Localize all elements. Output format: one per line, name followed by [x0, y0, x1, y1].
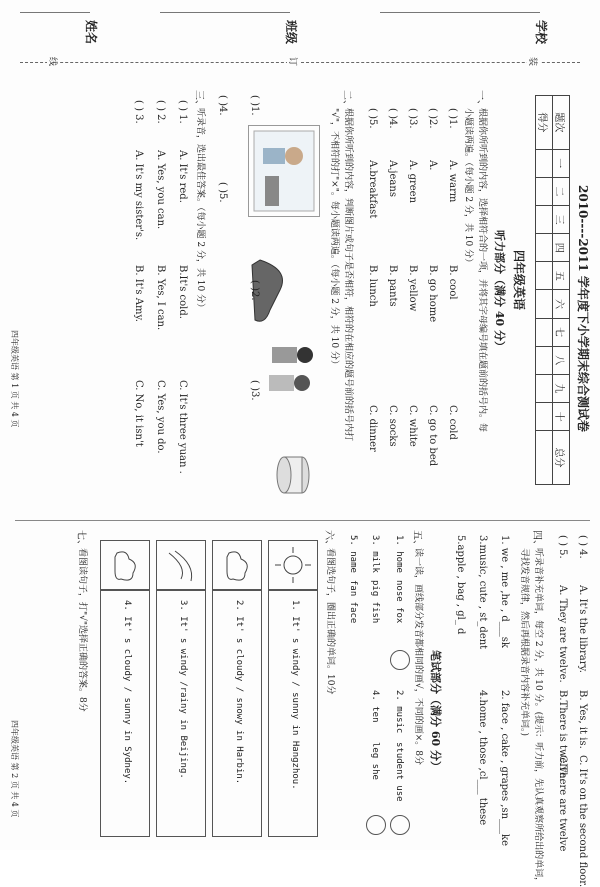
q5-item-words: pig fish	[370, 580, 380, 624]
q3-item-label[interactable]: ( ) 1.	[177, 100, 188, 124]
cloud-icon	[213, 541, 261, 589]
q3-option-b: B. It's Amy.	[133, 265, 144, 322]
q1-number: 一、	[475, 90, 486, 110]
seal-mid: 订	[287, 57, 300, 66]
score-cell: 九	[553, 374, 570, 402]
cooking-picture-icon	[249, 126, 319, 216]
score-cell: 五	[553, 262, 570, 290]
q2-label[interactable]: ( )2.	[249, 280, 260, 301]
q5-item-label: 4. ten	[370, 690, 380, 723]
q5-item-words: leg she	[370, 742, 380, 780]
page-title: 2010----2011 学年度下小学期末综合测试卷	[576, 185, 590, 432]
q1-option-c: C. cold	[447, 405, 458, 440]
q3-option-a: A. It's my sister's.	[133, 150, 144, 241]
q4-number: 四、	[531, 530, 542, 550]
q3-item-label[interactable]: ( ) 2.	[155, 100, 166, 124]
q1-option-b: B. lunch	[367, 265, 378, 307]
q1-item-label[interactable]: ( )5.	[367, 108, 378, 129]
q3-option-a: A. Yes, you can.	[155, 150, 166, 230]
score-cell: 六	[553, 290, 570, 318]
wind-icon	[157, 541, 205, 589]
q2-label[interactable]: ( )4.	[217, 95, 228, 116]
q1-instruction: 根据你所听到的内容，选择相符合的一项，并将其字母编号填在题前的括号内。每	[477, 108, 487, 433]
score-cell: 十	[553, 403, 570, 431]
footer-left: 四年级英语 第 1 页 共 4 页	[10, 330, 19, 428]
weather-picture	[268, 540, 318, 590]
q3-option-c: C. It's three yuan .	[177, 380, 188, 474]
listening-heading: 听力部分（满分 40 分）	[493, 230, 506, 352]
q1-option-c: C. go to bed	[427, 405, 438, 467]
q5-number: 五、	[411, 530, 422, 550]
school-label: 学校	[534, 20, 548, 45]
score-cell: 一	[553, 149, 570, 177]
q5-answer-circle[interactable]	[366, 815, 386, 835]
sun-icon	[269, 541, 317, 589]
name-blank-line	[20, 12, 90, 13]
score-cell: 四	[553, 234, 570, 262]
q2-label[interactable]: ( )1.	[249, 95, 260, 116]
score-blank[interactable]	[536, 346, 553, 374]
q2-label[interactable]: ( )3.	[249, 380, 260, 401]
q3-option-b: B.There is twelve.	[557, 690, 568, 782]
cake-icon	[270, 450, 320, 500]
q6-sentence[interactable]: 2. It' s cloudy / snowy in Harbin.	[234, 600, 244, 785]
seal-left: 装	[527, 57, 540, 66]
score-cell: 题次	[553, 96, 570, 150]
q4-item[interactable]: 3.music, cute , st_dent	[477, 535, 488, 650]
q5-item-words: fan face	[348, 580, 358, 624]
footer-right: 四年级英语 第 2 页 共 4 页	[10, 720, 19, 818]
children-picture-icon	[260, 335, 320, 410]
q5-instruction: 读一读，画线部分发音都相同的画√，不同的画×。8分	[413, 548, 423, 766]
q6-instruction: 看图选句子，圈出正确的单词。10分	[325, 548, 335, 695]
class-blank-line	[160, 12, 290, 13]
cloud-icon	[101, 541, 149, 589]
q1-option-c: C. dinner	[367, 405, 378, 452]
score-cell: 八	[553, 346, 570, 374]
q1-item-label[interactable]: ( )4.	[387, 108, 398, 129]
q3-instruction: 听录音，选出最佳答案。（每小题 2 分，共 10 分）	[195, 108, 205, 313]
q1-option-c: C. white	[407, 405, 418, 447]
q1-option-a: A.jeans	[387, 160, 398, 197]
weather-picture	[212, 540, 262, 590]
q2-picture-3	[260, 335, 320, 410]
score-cell: 三	[553, 206, 570, 234]
name-label: 姓名	[84, 20, 98, 45]
score-blank[interactable]	[536, 262, 553, 290]
score-blank[interactable]	[536, 149, 553, 177]
q3-option-b: B. Yes, it is.	[577, 690, 588, 749]
q1-option-a: A.	[427, 160, 438, 171]
q3-option-c: C. It's on the second floor.	[577, 755, 588, 887]
q1-item-label[interactable]: ( )2.	[427, 108, 438, 129]
written-heading: 笔试部分（满分 60 分）	[429, 650, 442, 772]
q3-option-b: B.It's cold.	[177, 265, 188, 319]
score-cell: 七	[553, 318, 570, 346]
q4-instruction-2: 寻找发音规律，然后再根据录音内容补充单词。)	[519, 548, 529, 737]
q7-number: 七、	[75, 530, 86, 550]
class-label: 班级	[284, 20, 298, 45]
q6-sentence[interactable]: 1. It' s windy / sunny in Hangzhou.	[290, 600, 300, 790]
score-cell: 二	[553, 177, 570, 205]
q6-number: 六、	[323, 530, 334, 550]
q4-instruction: 听录音补充单词，每空 2 分，共 10 分。(提示：听力前，先认真观察所给出的单词，	[533, 548, 543, 887]
q4-item[interactable]: 1. we , me ,he , d___sk	[499, 535, 510, 648]
score-cell: 总分	[553, 431, 570, 485]
q5-item-label: 1. home	[394, 535, 404, 573]
q2-label[interactable]: ( )5.	[217, 182, 228, 203]
q2-picture-4	[270, 450, 320, 500]
score-blank[interactable]	[536, 206, 553, 234]
score-blank[interactable]	[536, 431, 553, 485]
q5-answer-circle[interactable]	[390, 815, 410, 835]
score-blank[interactable]	[536, 234, 553, 262]
q5-item-label: 3. milk	[370, 535, 380, 573]
q5-item-label: 2. music	[394, 690, 404, 734]
score-blank[interactable]	[536, 318, 553, 346]
q5-item-words: student use	[394, 742, 404, 802]
q1-option-a: A.breakfast	[367, 160, 378, 219]
seal-right: 线	[47, 57, 60, 66]
q5-answer-circle[interactable]	[390, 650, 410, 670]
q1-option-b: B. yellow	[407, 265, 418, 312]
column-divider	[15, 520, 590, 521]
q1-option-b: B. cool	[447, 265, 458, 300]
q1-option-a: A. green	[407, 160, 418, 204]
q3-option-c: C. Yes, you do.	[155, 380, 166, 454]
q3-option-a: A. They are twelve.	[557, 585, 568, 683]
q4-item[interactable]: 5.apple , bag , gl_ d	[455, 535, 466, 635]
q1-option-b: B. pants	[387, 265, 398, 307]
score-row-label: 得分	[536, 96, 553, 150]
q3-option-a: A. It's the library.	[577, 585, 588, 673]
q3-option-a: A. It's red.	[177, 150, 188, 203]
q5-item-words: nose fox	[394, 580, 404, 624]
q1-item-label[interactable]: ( )3.	[407, 108, 418, 129]
score-blank[interactable]	[536, 177, 553, 205]
q3-option-c: C.There are twelve	[557, 755, 568, 852]
q1-option-c: C. socks	[387, 405, 398, 447]
q3-item-label[interactable]: ( ) 4.	[577, 535, 588, 559]
q2-instruction-2: "√"，不相符的打"×"。每小题读两遍。（每小题 2 分，共 10 分）	[329, 108, 339, 369]
school-blank-line	[380, 12, 540, 13]
q5-item-label: 5. name	[348, 535, 358, 573]
binding-dashed-line	[20, 62, 580, 63]
q7-instruction: 看图读句子，打"√"选择正确的答案。8分	[77, 548, 87, 712]
score-blank[interactable]	[536, 374, 553, 402]
weather-picture	[156, 540, 206, 590]
q1-option-b: B. go home	[427, 265, 438, 323]
q6-sentence[interactable]: 4. It' s cloudy / sunny in Sydney.	[122, 600, 132, 785]
q4-item[interactable]: 4.home , those ,cl___ these	[477, 690, 488, 826]
q1-instruction-2: 小题读两遍。（每小题 2 分，共 10 分）	[463, 108, 473, 268]
q1-item-label[interactable]: ( )1.	[447, 108, 458, 129]
q3-option-c: C. No, it isn't	[133, 380, 144, 447]
q3-item-label[interactable]: ( ) 3.	[133, 100, 144, 124]
q3-option-b: B. Yes, I can.	[155, 265, 166, 331]
q1-option-a: A. warm	[447, 160, 458, 203]
q4-item[interactable]: 2. face , cake , grapes ,sn___ke	[499, 690, 510, 847]
q2-picture-1	[248, 125, 320, 217]
q2-instruction: 根据你所听到的内容，判断图片或句子是否相符，相符的在相应的题号前的括号内打	[343, 108, 353, 442]
q3-item-label[interactable]: ( ) 5.	[557, 535, 568, 559]
q3-number: 三、	[193, 90, 204, 110]
q6-sentence[interactable]: 3. It' s windy /rainy in Beijing.	[178, 600, 188, 779]
weather-picture	[100, 540, 150, 590]
score-table	[535, 95, 570, 485]
q2-number: 二、	[341, 90, 352, 110]
score-blank[interactable]	[536, 290, 553, 318]
grade-subtitle: 四年级英语	[512, 250, 526, 311]
score-blank[interactable]	[536, 403, 553, 431]
